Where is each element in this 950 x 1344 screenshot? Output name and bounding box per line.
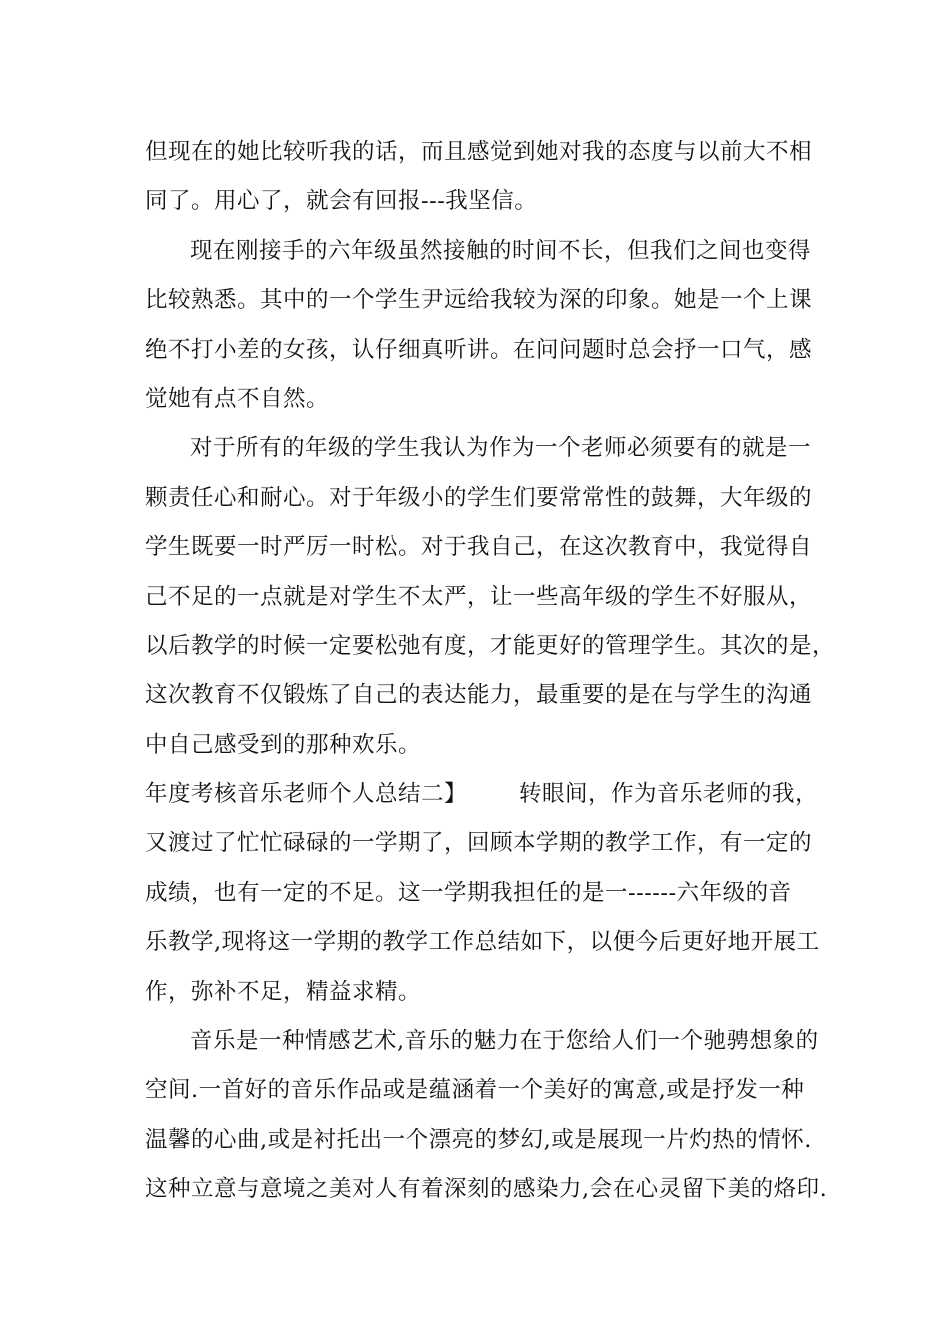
- text-line: 觉她有点不自然。: [145, 385, 330, 412]
- text-line: 这种立意与意境之美对人有着深刻的感染力,会在心灵留下美的烙印.: [145, 1176, 828, 1203]
- text-line: 作，弥补不足，精益求精。: [145, 978, 422, 1005]
- document-body: [145, 128, 836, 1215]
- paragraph-5: [145, 1017, 828, 1215]
- paragraph-3: [145, 424, 836, 770]
- text-line: 对于所有的年级的学生我认为作为一个老师必须要有的就是一: [190, 435, 812, 462]
- paragraph-2: [145, 227, 825, 425]
- paragraph-4: [145, 770, 825, 1017]
- text-line: 现在刚接手的六年级虽然接触的时间不长，但我们之间也变得: [190, 237, 812, 264]
- section-heading: 年度考核音乐老师个人总结二】: [145, 781, 468, 808]
- text-line: 音乐是一种情感艺术,音乐的魅力在于您给人们一个驰骋想象的: [190, 1028, 819, 1055]
- text-line: 颗责任心和耐心。对于年级小的学生们要常常性的鼓舞，大年级的: [145, 484, 813, 511]
- paragraph-1: [145, 128, 825, 227]
- text-line: 中自己感受到的那种欢乐。: [145, 731, 422, 758]
- text-line: 空间.一首好的音乐作品或是蕴涵着一个美好的寓意,或是抒发一种: [145, 1077, 805, 1104]
- section-heading-line: [145, 770, 825, 819]
- text-line: 同了。用心了，就会有回报---我坚信。: [145, 188, 538, 215]
- text-line: 乐教学,现将这一学期的教学工作总结如下，以便今后更好地开展工: [145, 929, 820, 956]
- text-line: 这次教育不仅锻炼了自己的表达能力，最重要的是在与学生的沟通: [145, 682, 813, 709]
- heading-line-text: 转眼间，作为音乐老师的我，: [519, 781, 819, 808]
- text-line: 又渡过了忙忙碌碌的一学期了，回顾本学期的教学工作，有一定的: [145, 830, 813, 857]
- text-line: 温馨的心曲,或是衬托出一个漂亮的梦幻,或是展现一片灼热的情怀.: [145, 1126, 812, 1153]
- text-line: 但现在的她比较听我的话，而且感觉到她对我的态度与以前大不相: [145, 139, 813, 165]
- text-line: 己不足的一点就是对学生不太严，让一些高年级的学生不好服从，: [145, 583, 813, 610]
- text-line: 比较熟悉。其中的一个学生尹远给我较为深的印象。她是一个上课: [145, 287, 813, 314]
- text-line: 成绩，也有一定的不足。这一学期我担任的是一------六年级的音: [145, 879, 792, 906]
- text-line: 绝不打小差的女孩，认仔细真听讲。在问问题时总会抒一口气，感: [145, 336, 813, 363]
- text-line: 学生既要一时严厉一时松。对于我自己，在这次教育中，我觉得自: [145, 534, 813, 561]
- text-line: 以后教学的时候一定要松弛有度，才能更好的管理学生。其次的是，: [145, 632, 836, 659]
